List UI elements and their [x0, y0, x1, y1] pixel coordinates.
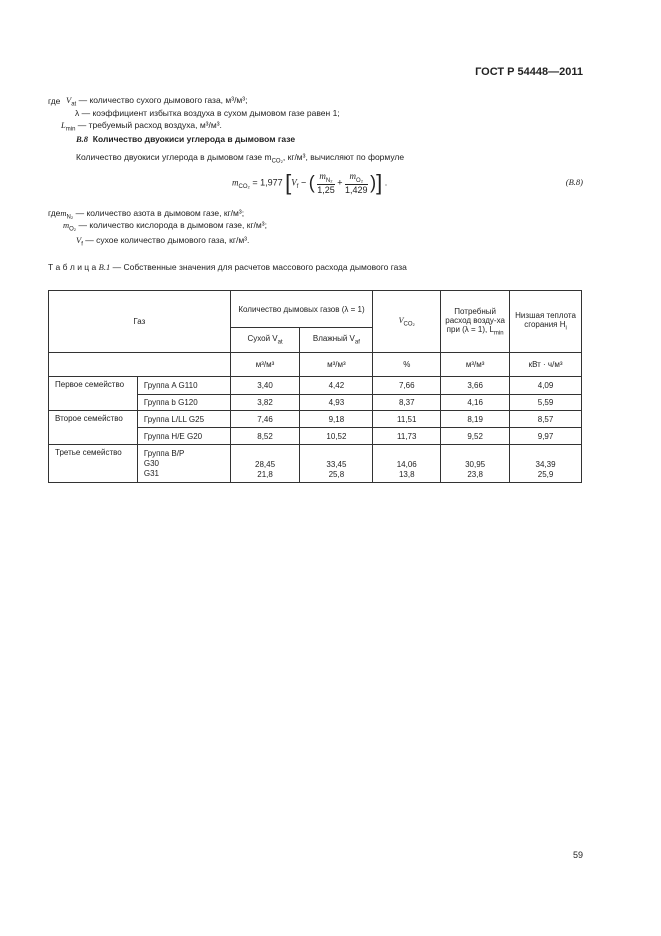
gas-values-table — [48, 290, 582, 483]
value-cell: 11,51 — [373, 411, 441, 428]
intro-text: Количество двуокиси углерода в дымовом газе $m_{CO_2}$, кг/м³, вычисляют по формуле — [76, 152, 405, 165]
unit-cell: м³/м³ — [230, 353, 300, 377]
value-cell: 3,40 — [230, 377, 300, 395]
value-cell: 4,16 — [441, 395, 510, 411]
def-mo2: $m_{O_2}$ — количество кислорода в дымовом газе, кг/м³; — [63, 220, 267, 233]
value-cell: 7,46 — [230, 411, 300, 428]
group-cell: Группа A G110 — [137, 377, 230, 395]
table-row — [49, 445, 582, 483]
formula-number: (B.8) — [565, 177, 583, 187]
header-vco2: $V_{CO_2}$ — [373, 291, 441, 353]
table-caption: Т а б л и ц а B.1 — Собственные значения для расчетов массового расхода дымового газа — [48, 262, 407, 272]
value-cell: 8,57 — [510, 411, 582, 428]
value-cell: 28,45 21,8 — [230, 445, 300, 483]
header-wet: Влажный $V_{af}$ — [300, 328, 373, 353]
header-dry: Сухой $V_{at}$ — [230, 328, 300, 353]
page-number: 59 — [572, 850, 583, 860]
table-row — [49, 377, 582, 395]
value-cell: 7,66 — [373, 377, 441, 395]
value-cell: 8,19 — [441, 411, 510, 428]
value-cell: 9,18 — [300, 411, 373, 428]
formula: $m_{CO_2} = 1,977$ [$V_f$ − ( $\frac{m_{N_2}}{1,25}$ + $\frac{m_{O_2}}{1,429}$ )] . — [232, 170, 388, 195]
value-cell: 4,93 — [300, 395, 373, 411]
def-mn2: гдеm$_{N_2}$ — количество азота в дымовом газе, кг/м³; — [48, 208, 245, 221]
value-cell: 4,09 — [510, 377, 582, 395]
value-cell: 5,59 — [510, 395, 582, 411]
family-cell: Третье семейство — [49, 445, 138, 483]
family-cell: Первое семейство — [49, 377, 138, 411]
value-cell: 4,42 — [300, 377, 373, 395]
unit-cell: м³/м³ — [441, 353, 510, 377]
value-cell: 33,45 25,8 — [300, 445, 373, 483]
def-vf: $V_f$ — сухое количество дымового газа, кг/м³. — [76, 235, 250, 248]
units-blank — [49, 353, 231, 377]
family-cell: Второе семейство — [49, 411, 138, 445]
unit-cell: кВт · ч/м³ — [510, 353, 582, 377]
where-label: где — [48, 96, 61, 106]
value-cell: 14,06 13,8 — [373, 445, 441, 483]
group-cell: Группа b G120 — [137, 395, 230, 411]
value-cell: 3,82 — [230, 395, 300, 411]
value-cell: 9,52 — [441, 428, 510, 445]
header-heat: Низшая теплота сгорания $H_i$ — [510, 291, 582, 353]
table-row — [49, 411, 582, 428]
value-cell: 9,97 — [510, 428, 582, 445]
section-heading: B.8 Количество двуокиси углерода в дымовом газе — [76, 134, 296, 144]
def-vat: $V_{at}$ — количество сухого дымового газа, м³/м³; — [66, 95, 248, 108]
unit-cell: м³/м³ — [300, 353, 373, 377]
group-cell: Группа H/E G20 — [137, 428, 230, 445]
def-lmin: $L_{min}$ — требуемый расход воздуха, м³/м³. — [61, 120, 222, 133]
value-cell: 8,37 — [373, 395, 441, 411]
value-cell: 30,95 23,8 — [441, 445, 510, 483]
value-cell: 10,52 — [300, 428, 373, 445]
def-lambda: λ — коэффициент избытка воздуха в сухом дымовом газе равен 1; — [75, 108, 340, 118]
group-cell: Группа L/LL G25 — [137, 411, 230, 428]
header-gas: Газ — [49, 291, 231, 353]
value-cell: 11,73 — [373, 428, 441, 445]
header-quantity: Количество дымовых газов (λ = 1) — [230, 291, 373, 328]
value-cell: 3,66 — [441, 377, 510, 395]
value-cell: 34,39 25,9 — [510, 445, 582, 483]
value-cell: 8,52 — [230, 428, 300, 445]
unit-cell: % — [373, 353, 441, 377]
document-header: ГОСТ Р 54448—2011 — [475, 66, 583, 78]
group-cell: Группа B/P G30 G31 — [137, 445, 230, 483]
header-air: Потребный расход возду-ха при (λ = 1), $L_{min}$ — [441, 291, 510, 353]
